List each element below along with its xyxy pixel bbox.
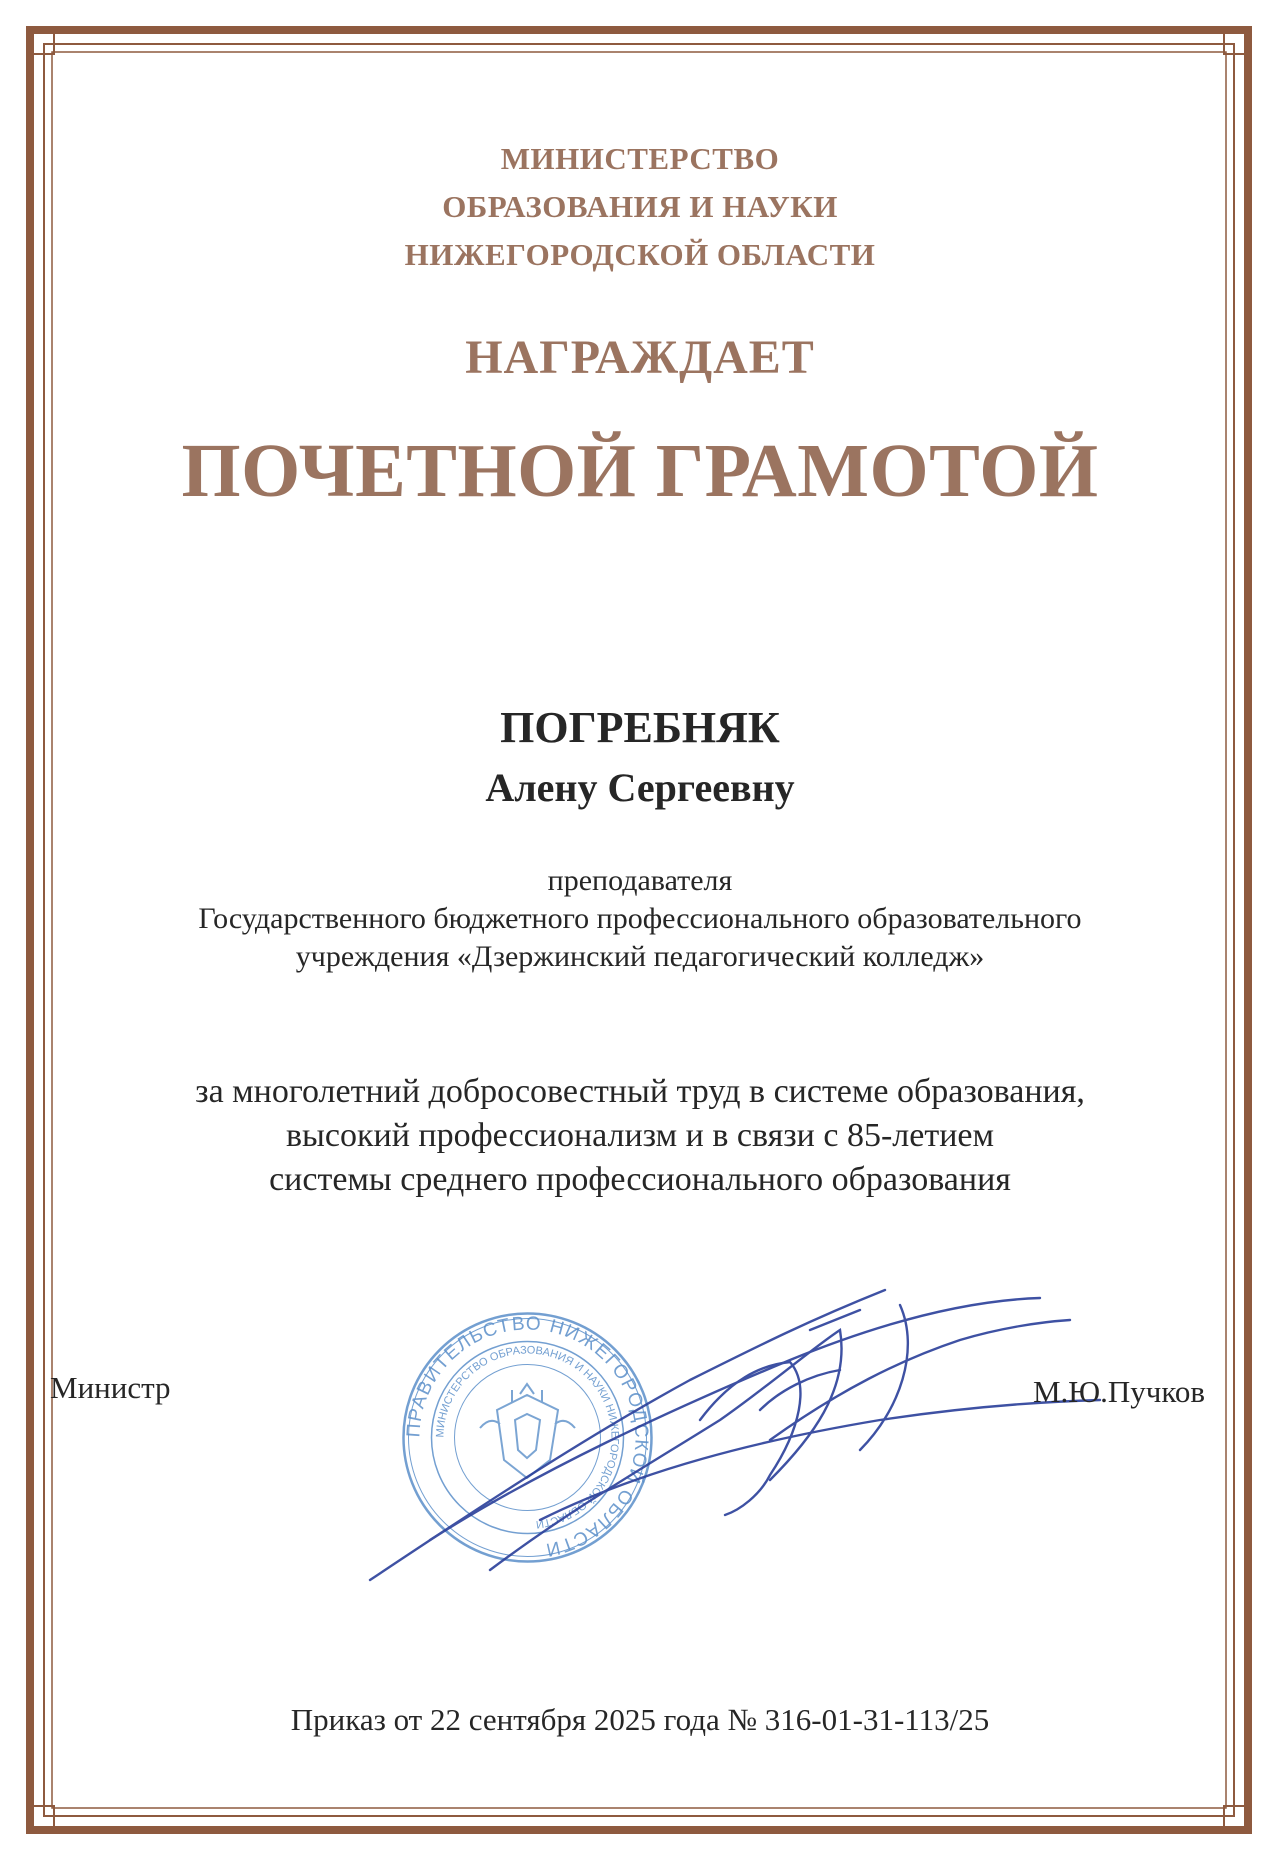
position-line-2: Государственного бюджетного профессионального образовательного	[198, 902, 1082, 935]
signatory-role: Министр	[50, 1370, 171, 1405]
recipient-given-name: Алену Сергеевну	[485, 765, 795, 810]
seal-outer-text: ПРАВИТЕЛЬСТВО НИЖЕГОРОДСКОЙ ОБЛАСТИ	[403, 1313, 652, 1561]
award-title: ПОЧЕТНОЙ ГРАМОТОЙ	[181, 429, 1099, 513]
issuer-line-3: НИЖЕГОРОДСКОЙ ОБЛАСТИ	[404, 237, 876, 272]
recipient-position	[0, 862, 1280, 976]
issuer-line-2: ОБРАЗОВАНИЯ И НАУКИ	[442, 189, 838, 224]
seal-inner-text: МИНИСТЕРСТВО ОБРАЗОВАНИЯ И НАУКИ НИЖЕГОРОДСКОЙ ОБЛАСТИ	[434, 1344, 621, 1531]
recipient-surname: ПОГРЕБНЯК	[500, 703, 780, 752]
reason-line-1: за многолетний добросовестный труд в системе образования,	[195, 1073, 1085, 1110]
issuer-heading	[0, 135, 1280, 279]
position-line-3: учреждения «Дзержинский педагогический колледж»	[295, 940, 985, 973]
signatory-name: М.Ю.Пучков	[1032, 1374, 1205, 1409]
reason-line-2: высокий профессионализм и в связи с 85-летием	[286, 1117, 994, 1154]
handwritten-signature	[340, 1270, 1110, 1600]
award-reason	[0, 1070, 1280, 1202]
award-verb: НАГРАЖДАЕТ	[465, 331, 815, 384]
order-reference: Приказ от 22 сентября 2025 года № 316-01-31-113/25	[290, 1702, 990, 1737]
issuer-line-1: МИНИСТЕРСТВО	[500, 141, 780, 176]
reason-line-3: системы среднего профессионального образования	[269, 1161, 1011, 1198]
position-line-1: преподавателя	[547, 864, 733, 897]
